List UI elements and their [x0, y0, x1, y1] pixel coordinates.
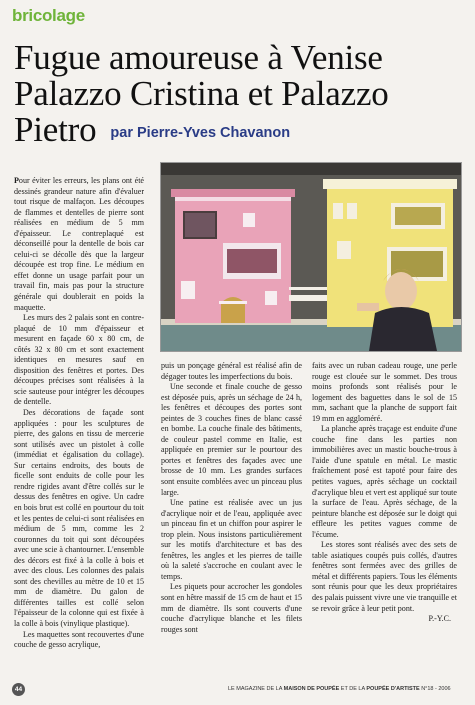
title-line-2: Palazzo Cristina et Palazzo — [14, 74, 389, 113]
paragraph: Une seconde et finale couche de gesso est déposée puis, après un séchage de 24 h, les fenêtres et découpes des portes sont peintes de 3 couches fines de blanc cassé en bombe. La couche finale des bâtiments, de couleur pastel comme en Italie, est appliquée en premier sur le pourtour des portes et fenêtres des façades avec une brosse de 10 mm. Les grandes surfaces sont ensuite comblées avec un pinceau plus large. — [161, 382, 302, 497]
footer-brand-1: MAISON DE POUPÉE — [283, 686, 340, 692]
paragraph: Les maquettes sont recouvertes d'une couche de gesso acrylique, — [14, 629, 144, 650]
paragraph: faits avec un ruban cadeau rouge, une perle rouge est clouée sur le sommet. Des trous moins profonds sont réalisés pour le logement des baguettes dans le sol de 15 mm, sachant que la planche de support fait 19 mm en aggloméré. — [312, 361, 457, 423]
paragraph-text: our éviter les erreurs, les plans ont été dessinés grandeur nature afin d'évaluer tout risque de malfaçon. Les découpes de flammes et dentelles de pierre sont réalisées en médium de 5 mm d'épaisseur. Le contreplaqué est déconseillé pour la dentelle de bois car celui-ci se décolle dès que la largeur découpée est trop fine. Le médium en effet donne un usage parfait pour un travail fin, mais pas pour la structure générale qui doublerait en poids la maquette. — [14, 176, 144, 312]
title-line-1: Fugue amoureuse à Venise — [14, 38, 383, 77]
paragraph — [14, 176, 144, 313]
author-signature: P.-Y.C. — [428, 614, 451, 624]
paragraph: Les murs des 2 palais sont en contre-plaqué de 10 mm d'épaisseur et mesurent en façade 60 x 80 cm, de côtés 32 x 80 cm et sont exactement identiques en mesures sauf en disposition des fenêtres et portes. Des découpes précises sont réalisées à la scie sauteuse pour intégrer les découpes de dentelle. — [14, 313, 144, 407]
author-byline: par Pierre-Yves Chavanon — [110, 125, 291, 141]
paragraph: Les piquets pour accrocher les gondoles sont en hêtre massif de 15 cm de haut et 15 mm de diamètre. Ils sont couverts d'une couche d'acrylique blanche et les filets rouges sont — [161, 582, 302, 634]
title-line-3-text: Pietro — [14, 110, 97, 149]
palazzo-photo — [160, 162, 462, 352]
drop-cap: P — [14, 176, 19, 185]
paragraph: Des décorations de façade sont appliquées : pour les sculptures de pierre, des galons en tissu de mercerie sont utilisés avec un pistolet à colle (immédiat et égalisation du collage). Sur certains endroits, des bouts de ficelle sont enduits de colle pour les rendre rigides avant d'être collés sur le dessus des fenêtres en ogive. Un cadre en bois brut est collé en pourtour du toit et les pentes de celui-ci sont réalisées en médium de 5 mm, comme les 2 couronnes du toit qui sont découpées avec une scie à chantourner. L'ensemble des décors est fixé à la colle à bois et avec des clous. Les colonnes des palais sont des chevilles au mètre de 10 et 15 mm de diamètre. Du galon de différentes tailles est collé selon l'épaisseur de la colonne qui est fixée à la colle à bois (vinylique plastique). — [14, 408, 144, 628]
paragraph: La planche après traçage est enduite d'une couche fine dans les parties non immobilières avec un mastic bouche-trous à l'aide d'une spatule en métal. Le mastic fraîchement posé est tapoté pour faire des petites vagues, après séchage un cocktail d'acrylique bleu et vert est appliqué sur toute la surface de l'eau. Après séchage, de la peinture blanche est déposée sur le doigt qui effleure les petites vagues comme de l'écume. — [312, 424, 457, 539]
section-label: bricolage — [12, 6, 85, 25]
footer-brand-2: POUPÉE D'ARTISTE — [366, 686, 420, 692]
footer-prefix: LE MAGAZINE DE LA — [228, 686, 283, 692]
article-column-2 — [161, 361, 302, 635]
photo-illustration — [161, 163, 461, 351]
paragraph: puis un ponçage général est réalisé afin de dégager toutes les imperfections du bois. — [161, 361, 302, 381]
title-line-3 — [14, 112, 469, 151]
article-title — [14, 40, 469, 151]
footer-middle: ET DE LA — [340, 686, 365, 692]
footer-issue: N°18 - 2006 — [421, 686, 451, 692]
article-column-1 — [14, 176, 144, 651]
article-column-3 — [312, 361, 457, 625]
paragraph: Les stores sont réalisés avec des sets de table asiatiques coupés puis collés, d'autres fenêtres sont fermées avec des grilles de métal et différents papiers. Tous les éléments sont réunis pour que les deux propriétaires des palais puissent vivre une vie tranquille et se revoir grâce à leur petit pont. — [312, 540, 457, 613]
page-number: 44 — [12, 683, 25, 696]
magazine-footer — [228, 686, 451, 692]
paragraph: Une patine est réalisée avec un jus d'acrylique noir et de l'eau, appliquée avec un pinceau fin et un chiffon pour aspirer le trop plein. Nous insistons particulièrement sur les motifs d'architecture et bas des fenêtres, les angles et les pierres de taille où la saleté s'accroche en coulant avec le temps. — [161, 498, 302, 581]
